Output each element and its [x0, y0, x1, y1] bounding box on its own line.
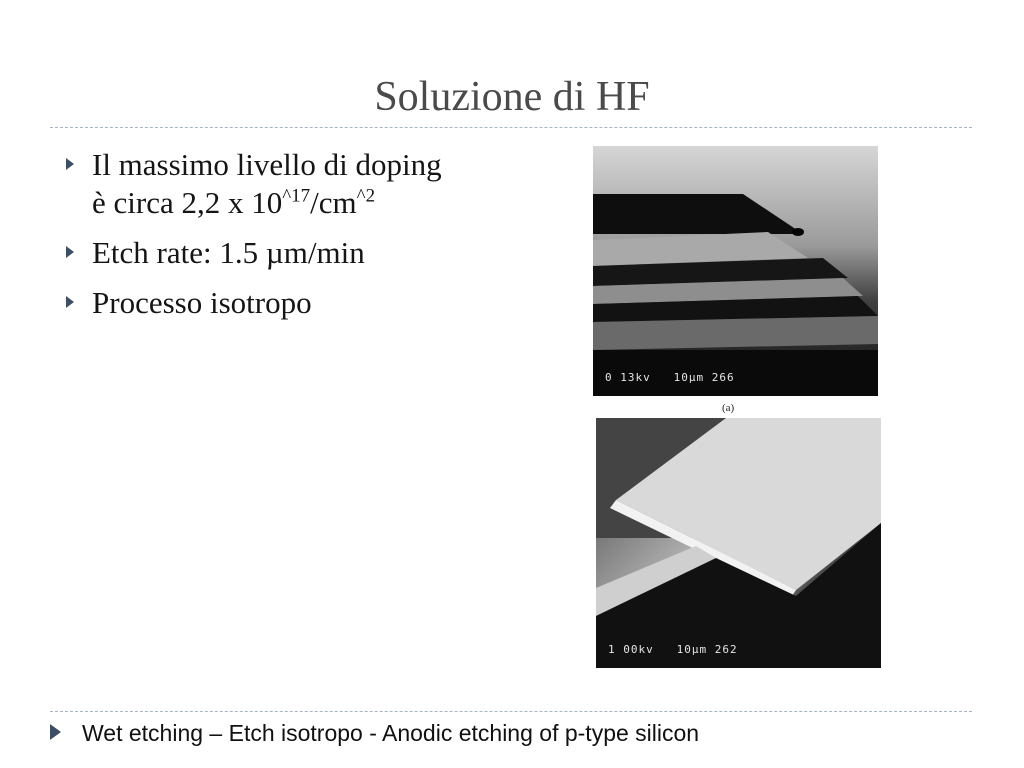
bullet-list: [62, 146, 582, 334]
bullet-doping-level: [62, 146, 582, 222]
sem-label-a: 0 13kv 10µm 266: [605, 371, 735, 384]
title-divider: [50, 127, 972, 128]
bullet-arrow-icon: [66, 296, 74, 308]
bullet-isotropic: [62, 284, 582, 322]
sem-label-b: 1 00kv 10µm 262: [608, 643, 738, 656]
footer-arrow-icon: [50, 724, 61, 740]
bullet-etch-rate: [62, 234, 582, 272]
slide-title: Soluzione di HF: [374, 74, 650, 120]
doping-exponent: ^17: [282, 185, 311, 207]
figure-a-caption: (a): [722, 402, 735, 414]
sem-image-b: [596, 418, 881, 668]
bullet-arrow-icon: [66, 246, 74, 258]
bullet-isotropic-text: Processo isotropo: [92, 285, 312, 320]
bullet-etch-rate-text: Etch rate: 1.5 µm/min: [92, 235, 365, 270]
footer-text: Wet etching – Etch isotropo - Anodic etching of p-type silicon: [82, 720, 700, 746]
bullet-doping-line2: è circa 2,2 x 10: [92, 185, 283, 220]
sem-image-b-drawing: [596, 418, 881, 668]
bullet-doping-line1: Il massimo livello di doping: [92, 147, 442, 182]
unit-exponent: ^2: [356, 185, 376, 207]
sem-image-a: [593, 146, 878, 396]
bullet-arrow-icon: [66, 158, 74, 170]
footer-divider: [50, 711, 972, 712]
sem-image-a-drawing: [593, 146, 878, 396]
doping-unit: /cm: [310, 185, 357, 220]
